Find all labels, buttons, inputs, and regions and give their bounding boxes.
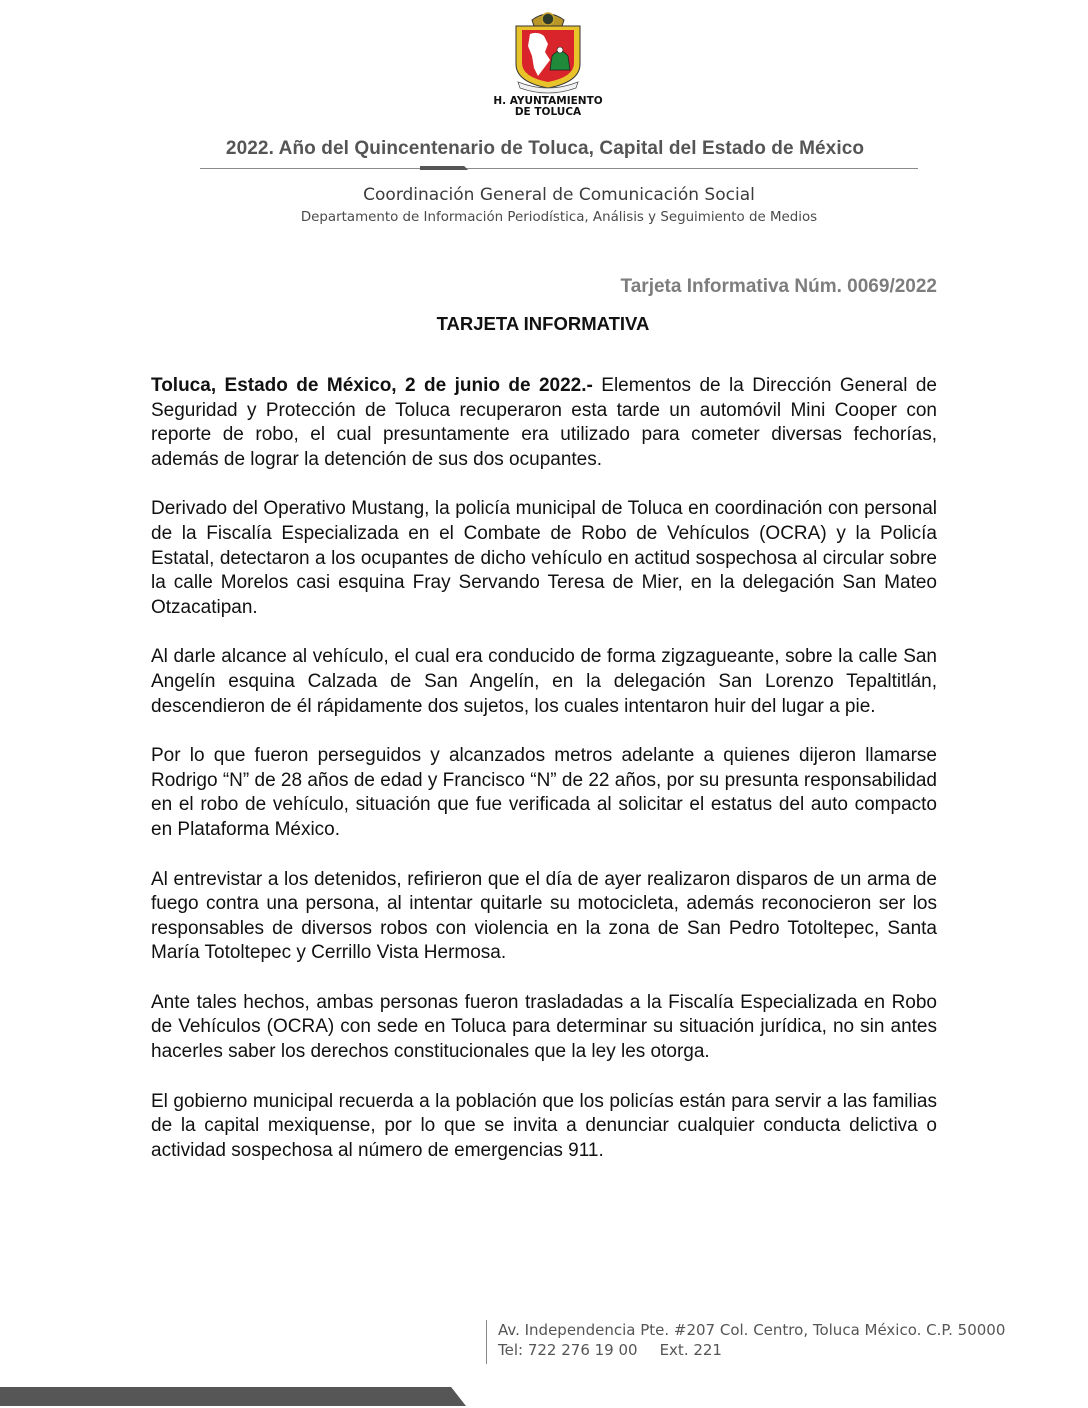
header-divider xyxy=(200,168,918,169)
footer-extension: Ext. 221 xyxy=(659,1341,722,1359)
paragraph-5: Al entrevistar a los detenidos, refirieron que el día de ayer realizaron disparos de un arma de fuego contra una persona, al intentar quitarle su motocicleta, además reconocieron ser los responsables de diversos robos con violencia en la zona de San Pedro Totoltepec, Santa María Totoltepec y Cerrillo Vista Hermosa. xyxy=(151,868,937,964)
dateline: Toluca, Estado de México, 2 de junio de 2022.- xyxy=(151,375,593,396)
logo-caption xyxy=(488,96,608,118)
paragraph-1 xyxy=(151,374,937,472)
paragraph-1-text: Elementos de la Dirección General de Seguridad y Protección de Toluca recuperaron esta tarde un automóvil Mini Cooper con reporte de robo, el cual presuntamente era utilizado para cometer diversas fechorías, además de lograr la detención de sus dos ocupantes. xyxy=(151,375,937,470)
logo-caption-line2: DE TOLUCA xyxy=(514,106,582,118)
paragraph-3: Al darle alcance al vehículo, el cual era conducido de forma zigzagueante, sobre la calle San Angelín esquina Calzada de San Angelín, en la delegación San Lorenzo Tepaltitlán, descendieron de él rápidamente dos sujetos, los cuales intentaron huir del lugar a pie. xyxy=(151,646,937,717)
footer-phone-line xyxy=(498,1340,1005,1360)
paragraph-4: Por lo que fueron perseguidos y alcanzados metros adelante a quienes dijeron llamarse Rodrigo “N” de 28 años de edad y Francisco “N” de 22 años, por su presunta responsabilidad en el robo de vehículo, situación que fue verificada al solicitar el estatus del auto compacto en Plataforma México. xyxy=(151,745,937,840)
card-number: Tarjeta Informativa Núm. 0069/2022 xyxy=(620,276,937,297)
paragraph-6: Ante tales hechos, ambas personas fueron trasladadas a la Fiscalía Especializada en Robo de Vehículos (OCRA) con sede en Toluca para determinar su situación jurídica, no sin antes hacerles saber los derechos constitucionales que la ley les otorga. xyxy=(151,991,937,1063)
paragraph-7: El gobierno municipal recuerda a la población que los policías están para servir a las familias de la capital mexiquense, por lo que se invita a denunciar cualquier conducta delictiva o actividad sospechosa al número de emergencias 911. xyxy=(151,1090,937,1161)
shield-emblem-icon xyxy=(508,8,588,94)
year-banner: 2022. Año del Quincentenario de Toluca, Capital del Estado de México xyxy=(225,138,865,159)
footer-phone: Tel: 722 276 19 00 xyxy=(498,1341,638,1359)
paragraph-2: Derivado del Operativo Mustang, la policía municipal de Toluca en coordinación con personal de la Fiscalía Especializada en el Combate de Robo de Vehículos (OCRA) y la Policía Estatal, detectaron a los ocupantes de dicho vehículo en actitud sospechosa al circular sobre la calle Morelos casi esquina Fray Servando Teresa de Mier, en la delegación San Mateo Otzacatipan. xyxy=(151,498,937,618)
document-title: TARJETA INFORMATIVA xyxy=(436,313,650,334)
toluca-coat-of-arms-logo xyxy=(488,8,608,120)
department-subheading: Departamento de Información Periodística, Análisis y Seguimiento de Medios xyxy=(300,210,818,225)
footer-contact xyxy=(498,1320,1005,1360)
document-body xyxy=(151,374,937,1188)
footer-band xyxy=(0,1387,466,1406)
logo-caption-line1: H. AYUNTAMIENTO xyxy=(493,95,603,107)
coordination-heading: Coordinación General de Comunicación Social xyxy=(363,185,755,205)
footer-address: Av. Independencia Pte. #207 Col. Centro, Toluca México. C.P. 50000 xyxy=(498,1321,1006,1339)
header-divider-accent xyxy=(420,166,468,170)
footer-divider xyxy=(486,1320,487,1364)
